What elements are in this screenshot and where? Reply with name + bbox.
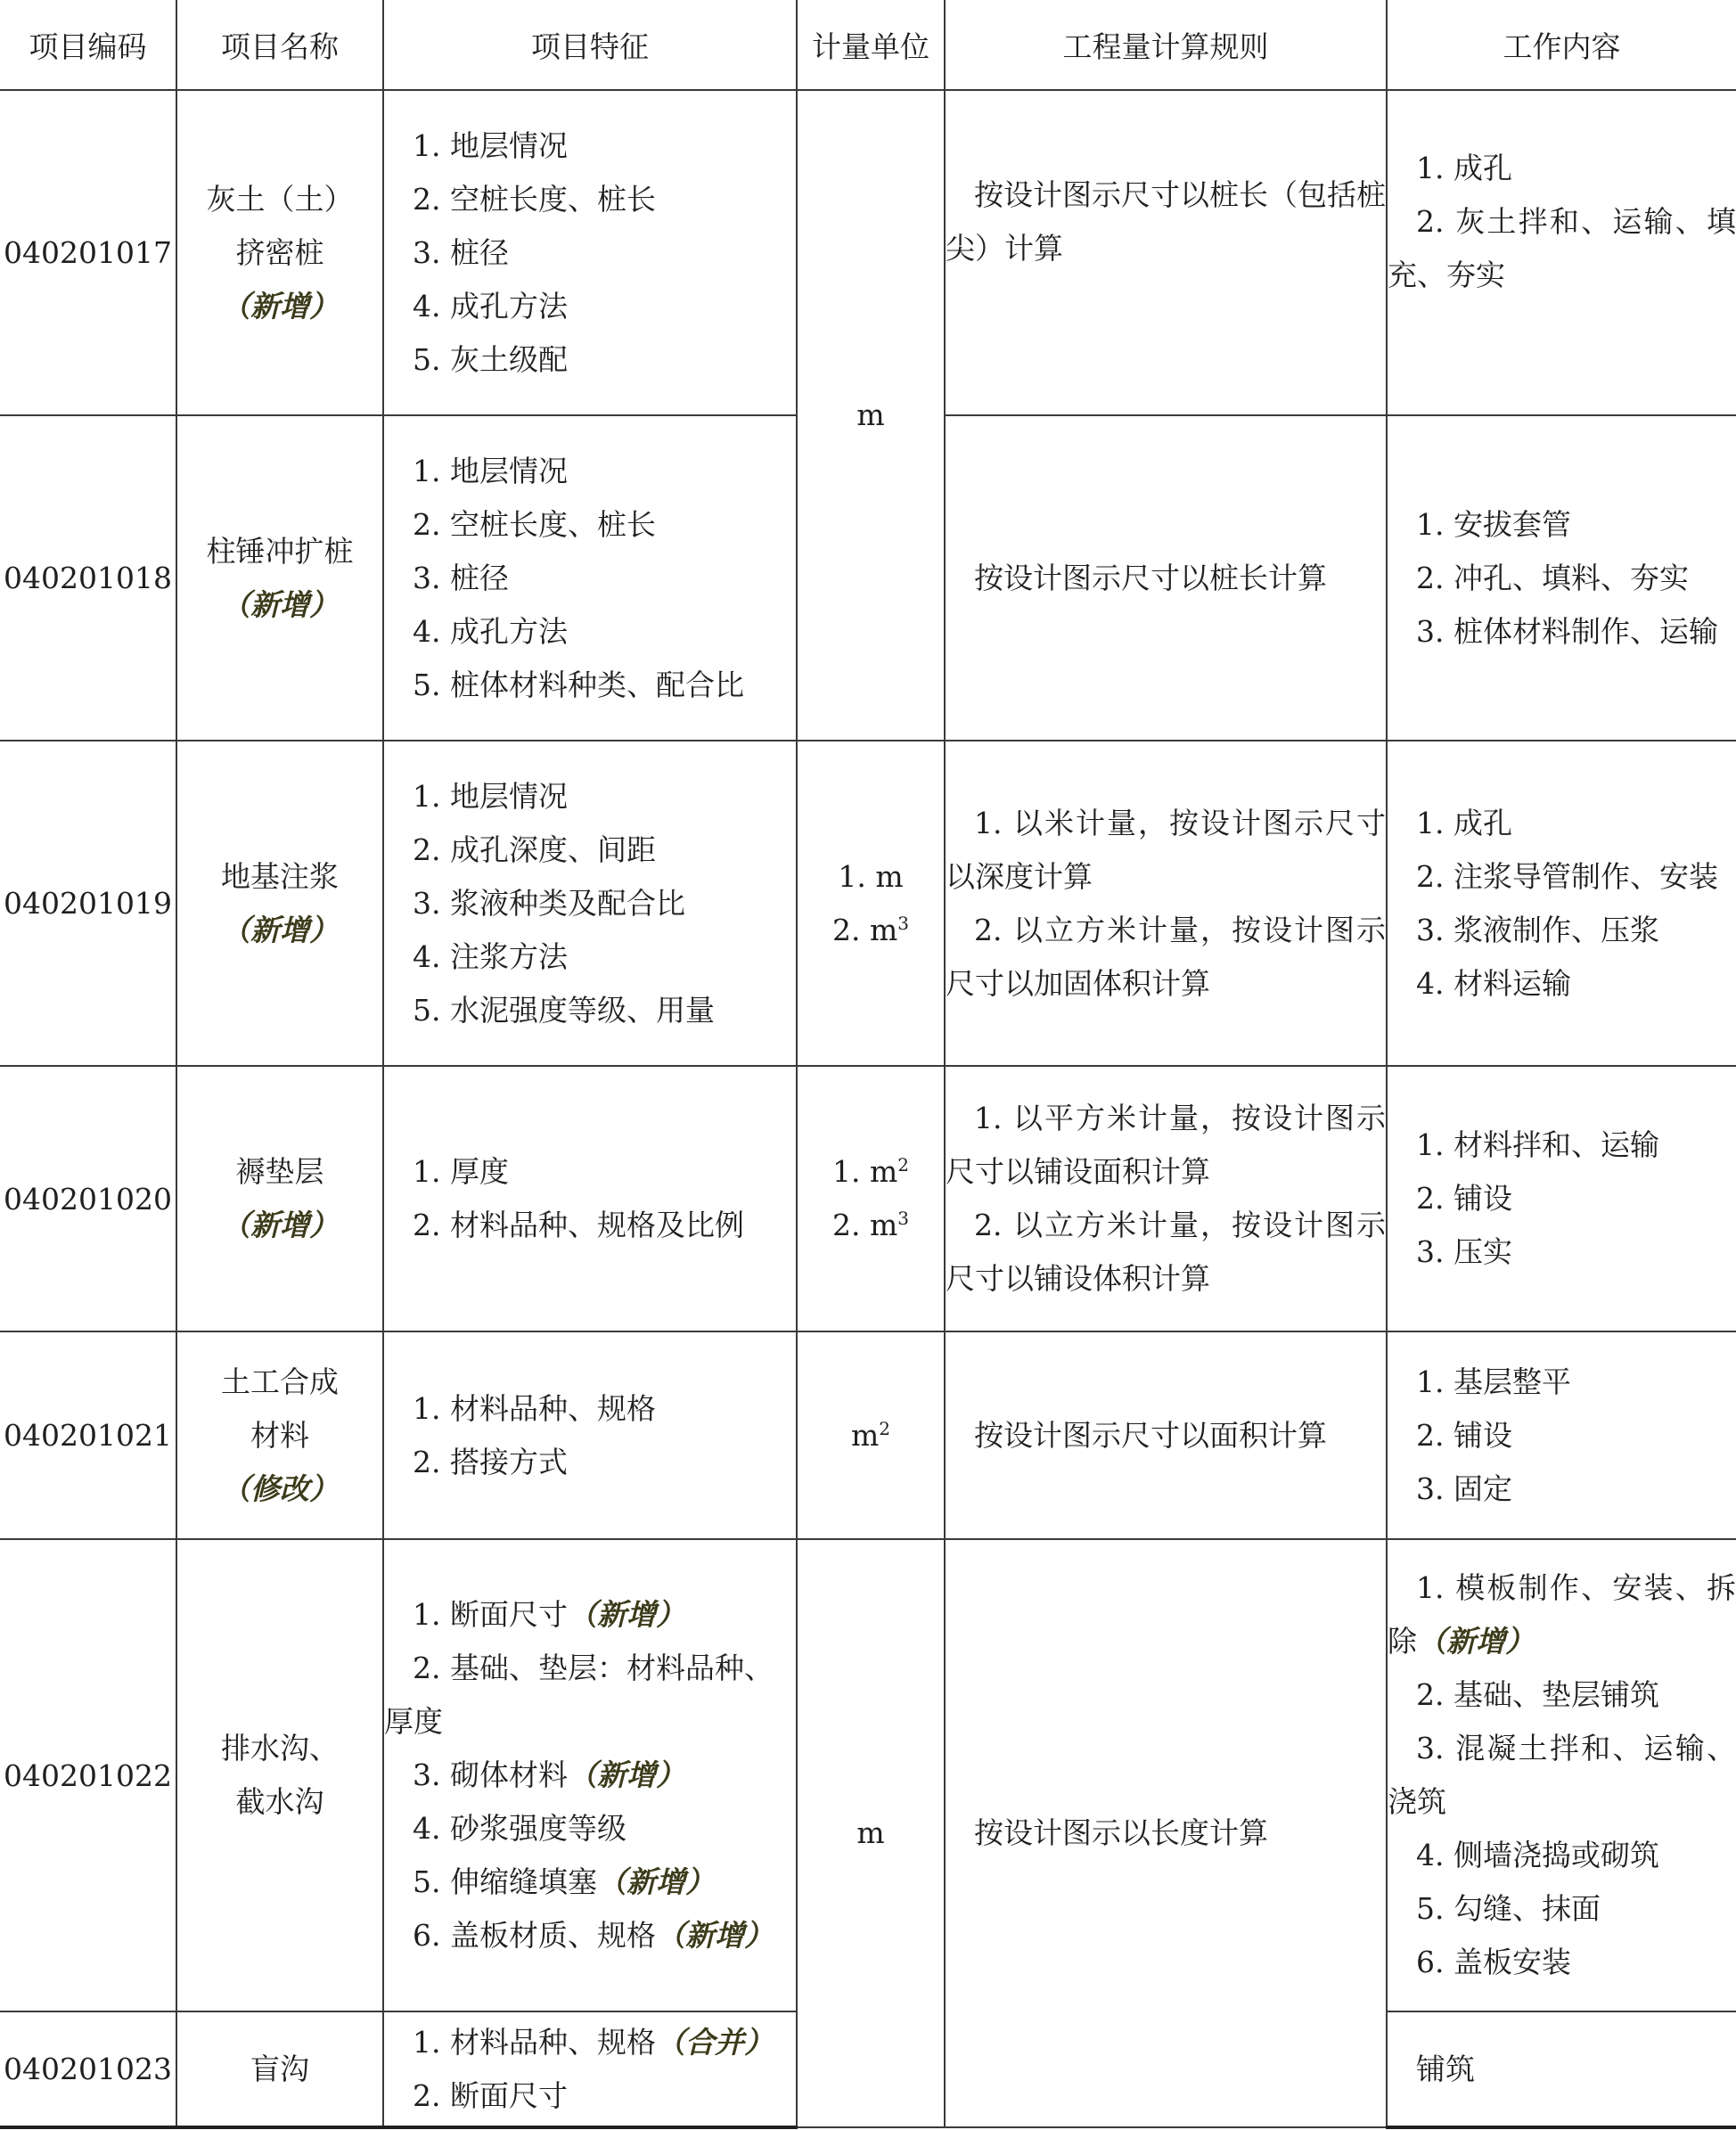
feature-line (384, 2016, 796, 2069)
item-features (383, 2011, 797, 2127)
work-line: 1. 成孔 (1416, 150, 1512, 185)
item-work (1387, 2011, 1736, 2127)
name-line: 土工合成 (221, 1364, 339, 1399)
item-work (1387, 1066, 1736, 1331)
work-line (1388, 1882, 1736, 1936)
item-features (383, 1331, 797, 1539)
table-row (0, 741, 1736, 1066)
item-rule (945, 90, 1387, 415)
feature-line: 3. 浆液种类及配合比 (413, 885, 685, 921)
work-line: 4. 材料运输 (1416, 965, 1571, 1001)
item-code: 040201020 (0, 1066, 176, 1331)
work-line: 3. 桩体材料制作、运输 (1416, 613, 1718, 649)
rule-text: 按设计图示尺寸以桩长计算 (974, 560, 1327, 595)
item-code: 040201019 (0, 741, 176, 1066)
feature-line: 1. 地层情况 (413, 127, 568, 163)
feature-line: 2. 空桩长度、桩长 (413, 506, 656, 542)
feature-line: 5. 灰土级配 (413, 341, 568, 377)
unit-line (798, 850, 944, 904)
feature-line: 1. 厚度 (413, 1154, 509, 1189)
feature-text: 6. 盖板材质、规格 (413, 1918, 656, 1953)
unit-line (798, 1145, 944, 1199)
rule-text: 1. 以平方米计量，按设计图示尺寸以铺设面积计算 (946, 1101, 1386, 1189)
item-name (176, 1539, 383, 2011)
feature-line: 2. 搭接方式 (413, 1444, 568, 1479)
feature-line: 4. 注浆方法 (413, 938, 568, 974)
unit-line (798, 1409, 944, 1462)
status-tag: （新增） (655, 1918, 774, 1953)
item-work (1387, 741, 1736, 1066)
name-line: 排水沟、 (221, 1731, 339, 1765)
item-name (176, 741, 383, 1066)
item-features (383, 1539, 797, 2011)
unit-exponent: 2 (897, 1154, 909, 1176)
item-unit (797, 1331, 945, 1539)
status-tag: （新增） (1417, 1624, 1535, 1659)
feature-line: 1. 地层情况 (413, 453, 568, 488)
work-text: 5. 勾缝、抹面 (1416, 1891, 1601, 1926)
rule-text: 1. 以米计量，按设计图示尺寸以深度计算 (946, 805, 1386, 894)
item-name (176, 90, 383, 415)
item-rule (945, 1539, 1387, 2127)
name-line: 灰土（土） (206, 181, 354, 217)
header-row (0, 0, 1736, 90)
unit-text: 2. m (831, 1208, 898, 1242)
work-line: 1. 成孔 (1416, 805, 1512, 840)
feature-text: 2. 断面尺寸 (413, 2077, 568, 2113)
feature-text: 1. 断面尺寸 (413, 1597, 568, 1632)
item-name (176, 2011, 383, 2127)
feature-line: 2. 空桩长度、桩长 (413, 181, 656, 217)
work-line: 1. 基层整平 (1416, 1364, 1571, 1399)
feature-line: 3. 桩径 (413, 560, 509, 595)
name-line: 截水沟 (235, 1784, 324, 1819)
feature-line (384, 1588, 796, 1642)
table-row (0, 90, 1736, 415)
work-text: 3. 混凝土拌和、运输、浇筑 (1388, 1731, 1736, 1819)
feature-line: 3. 桩径 (413, 234, 509, 270)
unit-exponent: 2 (879, 1417, 891, 1439)
feature-line (384, 1642, 796, 1749)
item-unit: m (797, 1539, 945, 2127)
feature-line: 4. 成孔方法 (413, 613, 568, 649)
status-tag: （新增） (567, 1757, 685, 1792)
unit-exponent: 3 (897, 1208, 909, 1229)
work-line (1388, 1561, 1736, 1668)
name-line: 柱锤冲扩桩 (206, 533, 354, 569)
work-text: 4. 侧墙浇捣或砌筑 (1416, 1838, 1659, 1872)
item-work (1387, 1331, 1736, 1539)
work-line: 3. 压实 (1416, 1234, 1512, 1269)
item-code: 040201022 (0, 1539, 176, 2011)
item-work (1387, 415, 1736, 741)
status-tag: （新增） (567, 1597, 685, 1632)
item-unit (797, 741, 945, 1066)
unit-text: m (850, 1417, 880, 1453)
item-rule (945, 1331, 1387, 1539)
rule-text: 按设计图示尺寸以面积计算 (974, 1417, 1327, 1453)
header-unit: 计量单位 (797, 0, 945, 90)
rule-text: 2. 以立方米计量，按设计图示尺寸以加固体积计算 (946, 912, 1386, 1001)
item-name (176, 415, 383, 741)
unit-text: 1. m (838, 858, 904, 894)
rule-text: 按设计图示以长度计算 (974, 1815, 1268, 1850)
work-line: 3. 浆液制作、压浆 (1416, 912, 1659, 947)
work-line (1388, 1668, 1736, 1722)
work-line (1388, 1936, 1736, 1989)
name-line: 材料 (250, 1417, 309, 1453)
header-name: 项目名称 (176, 0, 383, 90)
feature-text: 2. 基础、垫层：材料品种、厚度 (384, 1651, 774, 1739)
feature-text: 3. 砌体材料 (413, 1757, 568, 1792)
item-code: 040201021 (0, 1331, 176, 1539)
status-tag: （新增） (221, 586, 339, 622)
unit-line (798, 1199, 944, 1252)
status-tag: （新增） (596, 1864, 715, 1899)
feature-text: 1. 材料品种、规格 (413, 2024, 656, 2060)
status-tag: （新增） (221, 1208, 339, 1242)
name-line: 地基注浆 (221, 858, 339, 894)
feature-text: 5. 伸缩缝填塞 (413, 1864, 597, 1899)
feature-line: 4. 成孔方法 (413, 288, 568, 324)
feature-line (384, 1749, 796, 1802)
feature-line: 5. 水泥强度等级、用量 (413, 992, 715, 1028)
feature-text: 4. 砂浆强度等级 (413, 1811, 626, 1846)
item-rule (945, 415, 1387, 741)
status-tag: （新增） (221, 912, 339, 947)
unit-text: 1. m (831, 1154, 898, 1189)
item-rule (945, 1066, 1387, 1331)
item-unit (797, 1066, 945, 1331)
item-code: 040201023 (0, 2011, 176, 2127)
work-line: 2. 冲孔、填料、夯实 (1416, 560, 1689, 595)
work-line (1388, 1722, 1736, 1829)
feature-line: 2. 材料品种、规格及比例 (413, 1208, 744, 1242)
item-rule (945, 741, 1387, 1066)
item-features (383, 741, 797, 1066)
item-features (383, 415, 797, 741)
table-row (0, 1066, 1736, 1331)
item-name (176, 1331, 383, 1539)
status-tag: （新增） (221, 288, 339, 324)
feature-line (384, 1802, 796, 1856)
table-row (0, 1539, 1736, 2011)
feature-line (384, 1856, 796, 1909)
item-work (1387, 1539, 1736, 2011)
name-line: 挤密桩 (235, 234, 324, 270)
feature-line (384, 1909, 796, 1962)
feature-line: 2. 成孔深度、间距 (413, 832, 656, 867)
work-line: 3. 固定 (1416, 1471, 1512, 1506)
work-line: 1. 材料拌和、运输 (1416, 1127, 1659, 1162)
header-rule: 工程量计算规则 (945, 0, 1387, 90)
work-line: 2. 注浆导管制作、安装 (1416, 858, 1718, 894)
item-name (176, 1066, 383, 1331)
work-line: 1. 安拔套管 (1416, 506, 1571, 542)
rule-text: 按设计图示尺寸以桩长（包括桩尖）计算 (946, 176, 1386, 266)
item-features (383, 90, 797, 415)
feature-line: 1. 地层情况 (413, 778, 568, 814)
work-line: 2. 灰土拌和、运输、填充、夯实 (1388, 203, 1736, 292)
feature-line: 1. 材料品种、规格 (413, 1390, 656, 1426)
feature-line (384, 2069, 796, 2123)
work-line: 铺筑 (1416, 2051, 1475, 2086)
work-text: 2. 基础、垫层铺筑 (1416, 1677, 1659, 1712)
header-code: 项目编码 (0, 0, 176, 90)
work-line: 2. 铺设 (1416, 1417, 1512, 1453)
unit-exponent: 3 (897, 912, 909, 934)
rule-text: 2. 以立方米计量，按设计图示尺寸以铺设体积计算 (946, 1208, 1386, 1296)
work-line (1388, 1829, 1736, 1882)
name-line: 褥垫层 (235, 1154, 324, 1189)
item-code: 040201018 (0, 415, 176, 741)
unit-text: 2. m (831, 912, 898, 947)
status-tag: （合并） (655, 2024, 774, 2060)
work-text: 6. 盖板安装 (1416, 1945, 1571, 1979)
item-unit: m (797, 90, 945, 741)
item-code: 040201017 (0, 90, 176, 415)
item-features (383, 1066, 797, 1331)
work-text: 1. 模板制作、安装、拆除 (1388, 1570, 1736, 1659)
header-features: 项目特征 (383, 0, 797, 90)
item-work (1387, 90, 1736, 415)
table-row (0, 1331, 1736, 1539)
name-line: 盲沟 (250, 2051, 309, 2086)
unit-line (798, 904, 944, 957)
feature-line: 5. 桩体材料种类、配合比 (413, 667, 744, 702)
work-line: 2. 铺设 (1416, 1181, 1512, 1216)
status-tag: （修改） (221, 1471, 339, 1506)
header-work: 工作内容 (1387, 0, 1736, 90)
